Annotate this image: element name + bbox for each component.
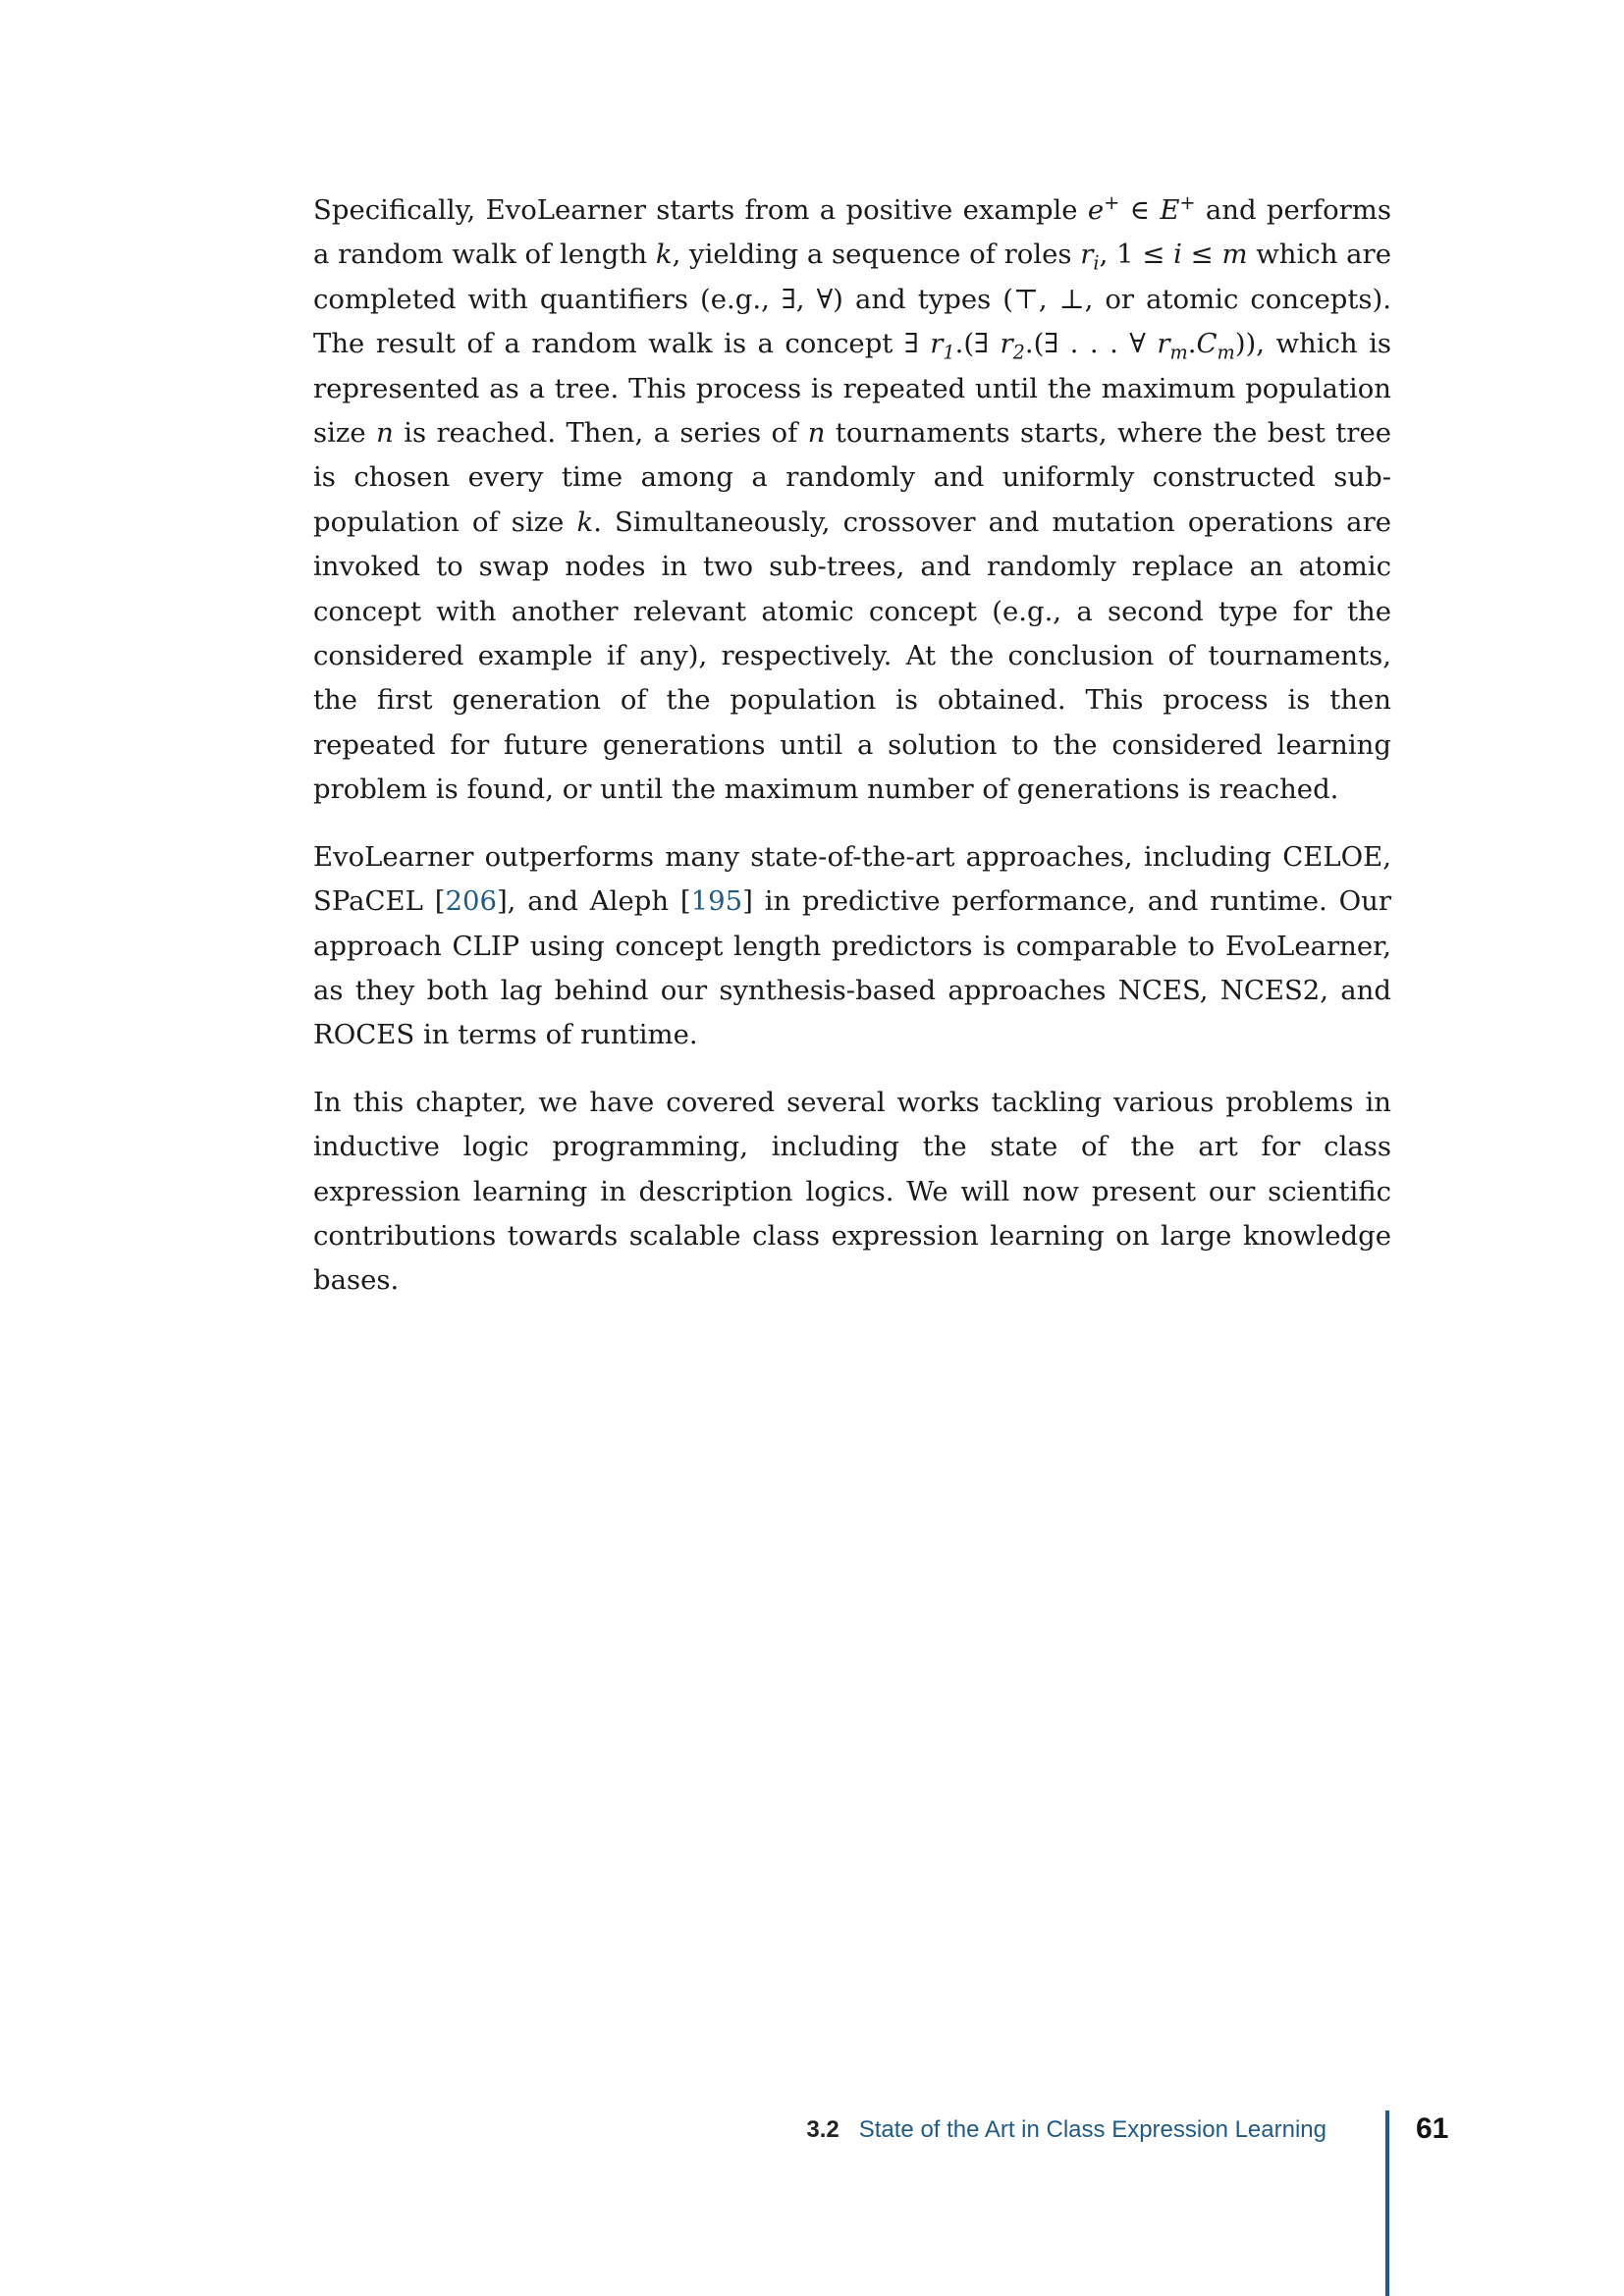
- math-symbol: C: [1196, 328, 1218, 360]
- math-subscript: 2: [1012, 341, 1025, 364]
- math-k: k: [576, 506, 594, 538]
- text-run: . Simultaneously, crossover and mutation operations are invoked to swap nodes in two sub-trees, and randomly replace an atomic concept with another relevant atomic concept (e.g., a second type for the considered example if any), respectively. At the conclusion of tournaments, the first generation of the population is obtained. This process is then repeated for future generations until a solution to the considered learning problem is found, or until the maximum number of generations is reached.: [313, 506, 1391, 806]
- paragraph-evolearner-performance: [313, 835, 1391, 1058]
- text-run: , which is represented as a tree. This process is repeated until the maximum population size: [313, 328, 1391, 450]
- math-symbol: r: [1080, 239, 1094, 271]
- text-run: and performs a random walk of length: [313, 194, 1391, 271]
- math-r-1: [930, 328, 955, 364]
- math-subscript: 1: [943, 341, 955, 364]
- footer-vertical-rule: [1385, 2110, 1389, 2296]
- text-run: Specifically, EvoLearner starts from a positive example: [313, 194, 1088, 226]
- math-k: k: [655, 239, 673, 271]
- body-text: [313, 188, 1391, 1326]
- text-run: ) and types (: [833, 283, 1014, 315]
- math-symbol: E: [1160, 194, 1180, 226]
- math-r-i: [1080, 239, 1100, 275]
- running-footer-section: [806, 2112, 1326, 2148]
- math-quantifiers: ∃, ∀: [781, 283, 834, 315]
- math-leq: ≤: [1181, 239, 1222, 271]
- math-symbol: r: [1000, 328, 1013, 360]
- paragraph-evolearner-method: [313, 188, 1391, 813]
- text-run: which are completed with quantifiers (e.g.,: [313, 239, 1391, 315]
- math-element-of: ∈: [1119, 194, 1161, 226]
- math-C-m: [1196, 328, 1235, 364]
- paragraph-chapter-summary: In this chapter, we have covered several works tackling various problems in inductive logic programming, including the state of the art for class expression learning in description logics. We will now present our scientific contributions towards scalable class expression learning on large knowledge bases.: [313, 1086, 1391, 1297]
- page-number: 61: [1416, 2112, 1449, 2145]
- citation-link-206[interactable]: 206: [445, 885, 497, 918]
- text-run: is reached. Then, a series of: [393, 417, 808, 450]
- text-run: , yielding a sequence of roles: [672, 239, 1081, 271]
- math-n: n: [807, 417, 826, 450]
- math-subscript: i: [1093, 251, 1100, 275]
- math-nest-close: )): [1234, 328, 1257, 360]
- math-r-2: [1000, 328, 1025, 364]
- math-r-m: [1157, 328, 1188, 364]
- math-subscript: m: [1169, 341, 1188, 364]
- text-run: tournaments starts, where the best tree is chosen every time among a randomly and uniformly constructed sub-population of size: [313, 417, 1391, 538]
- math-E-plus: [1160, 190, 1196, 226]
- page-footer: [0, 2112, 1624, 2171]
- math-nest-ellipsis: .(∃ . . . ∀: [1024, 328, 1158, 360]
- math-n: n: [376, 417, 394, 450]
- math-superscript: +: [1179, 190, 1196, 214]
- math-range-start: , 1 ≤: [1099, 239, 1174, 271]
- math-exists: ∃: [903, 328, 931, 360]
- math-top-bottom: ⊤, ⊥: [1013, 283, 1085, 315]
- text-run: ] in predictive performance, and runtime. Our approach CLIP using concept length predictors is comparable to EvoLearner, as they both lag behind our synthesis-based approaches NCES, NCES2, and ROCES in terms of runtime.: [313, 885, 1391, 1051]
- text-run: EvoLearner outperforms many state-of-the-art approaches, including CELOE, SPaCEL [: [313, 840, 1391, 918]
- math-symbol: r: [930, 328, 944, 360]
- math-symbol: e: [1087, 194, 1105, 226]
- math-symbol: r: [1157, 328, 1170, 360]
- text-run: , or atomic concepts). The result of a random walk is a concept: [313, 283, 1391, 360]
- math-e-plus: [1087, 190, 1120, 226]
- math-i: i: [1173, 239, 1182, 271]
- math-nest-open: .(∃: [954, 328, 1001, 360]
- citation-link-195[interactable]: 195: [690, 885, 743, 918]
- math-superscript: +: [1104, 190, 1120, 214]
- math-dot: .: [1187, 328, 1197, 360]
- text-run: ], and Aleph [: [496, 885, 691, 918]
- math-subscript: m: [1217, 341, 1235, 364]
- section-number: 3.2: [806, 2116, 839, 2143]
- section-title-link[interactable]: State of the Art in Class Expression Learning: [858, 2116, 1326, 2143]
- math-m: m: [1221, 239, 1248, 271]
